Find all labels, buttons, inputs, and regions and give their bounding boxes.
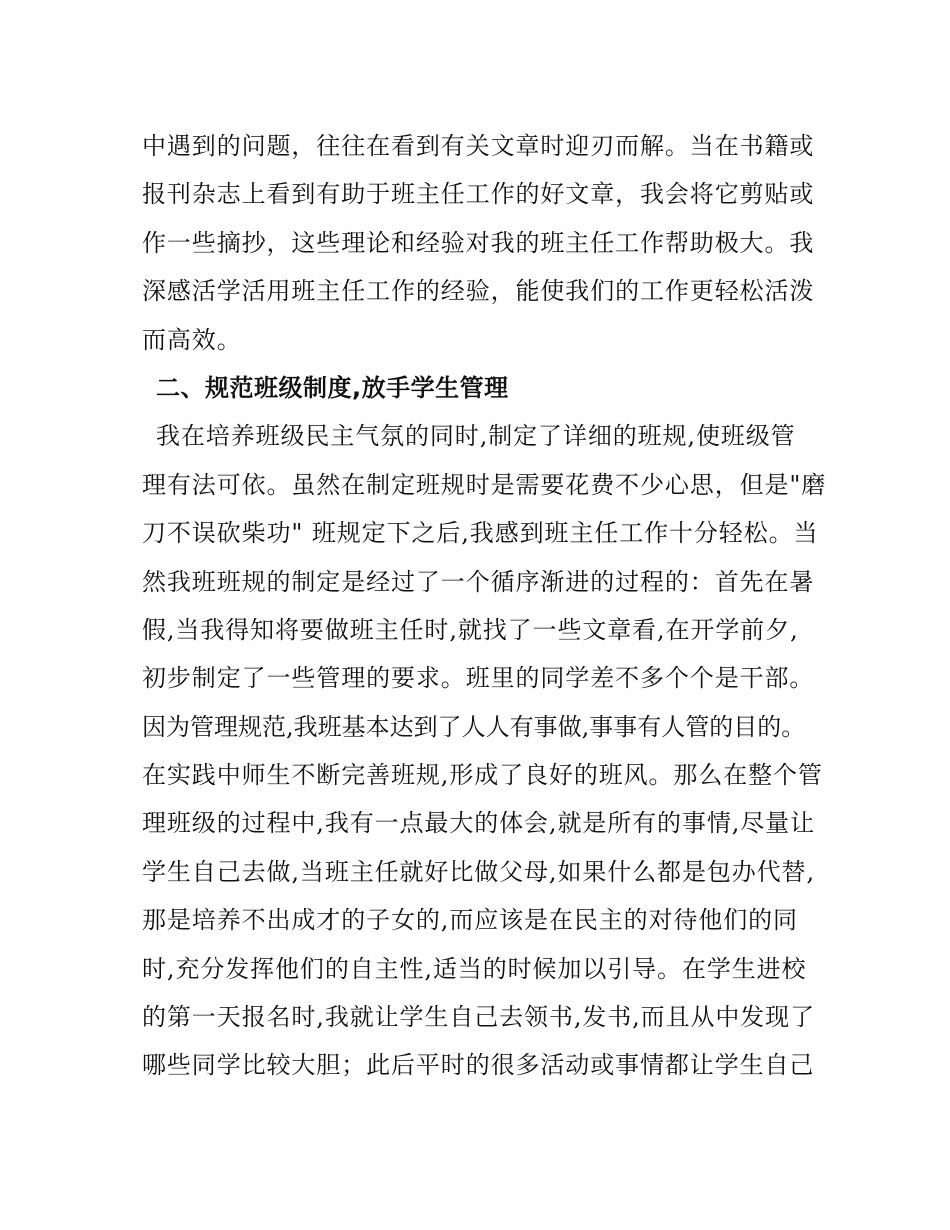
paragraph-line: 那是培养不出成才的子女的,而应该是在民主的对待他们的同 xyxy=(142,906,798,935)
paragraph-line: 中遇到的问题，往往在看到有关文章时迎刃而解。当在书籍或 xyxy=(142,132,815,160)
paragraph-line: 因为管理规范,我班基本达到了人人有事做,事事有人管的目的。 xyxy=(142,712,806,741)
paragraph-line: 作一些摘抄，这些理论和经验对我的班主任工作帮助极大。我 xyxy=(142,228,815,257)
paragraph-line: 的第一天报名时,我就让学生自己去领书,发书,而且从中发现了 xyxy=(142,1003,815,1032)
section-heading: 二、规范班级制度,放手学生管理 xyxy=(156,373,509,402)
document-body xyxy=(142,122,832,1090)
paragraph-line: 在实践中师生不断完善班规,形成了良好的班风。那么在整个管 xyxy=(142,761,823,790)
paragraph-line: 时,充分发挥他们的自主性,适当的时候加以引导。在学生进校 xyxy=(142,954,807,983)
paragraph-line: 理班级的过程中,我有一点最大的体会,就是所有的事情,尽量让 xyxy=(142,809,815,838)
paragraph-line: 深感活学活用班主任工作的经验，能使我们的工作更轻松活泼 xyxy=(142,277,815,306)
paragraph-line: 假,当我得知将要做班主任时,就找了一些文章看,在开学前夕, xyxy=(142,615,799,644)
paragraph-line: 刀不误砍柴功" 班规定下之后,我感到班主任工作十分轻松。当 xyxy=(142,519,819,548)
paragraph-line: 初步制定了一些管理的要求。班里的同学差不多个个是干部。 xyxy=(142,664,815,693)
paragraph-line: 学生自己去做,当班主任就好比做父母,如果什么都是包办代替, xyxy=(142,857,815,886)
paragraph-line: 而高效。 xyxy=(142,325,242,354)
paragraph-line: 报刊杂志上看到有助于班主任工作的好文章，我会将它剪贴或 xyxy=(142,180,815,209)
paragraph-line: 我在培养班级民主气氛的同时,制定了详细的班规,使班级管 xyxy=(156,422,796,451)
paragraph-line: 哪些同学比较大胆；此后平时的很多活动或事情都让学生自己 xyxy=(142,1051,815,1080)
paragraph-line: 然我班班规的制定是经过了一个循序渐进的过程的：首先在暑 xyxy=(142,567,815,596)
paragraph-line: 理有法可依。虽然在制定班规时是需要花费不少心思，但是"磨 xyxy=(142,470,827,499)
